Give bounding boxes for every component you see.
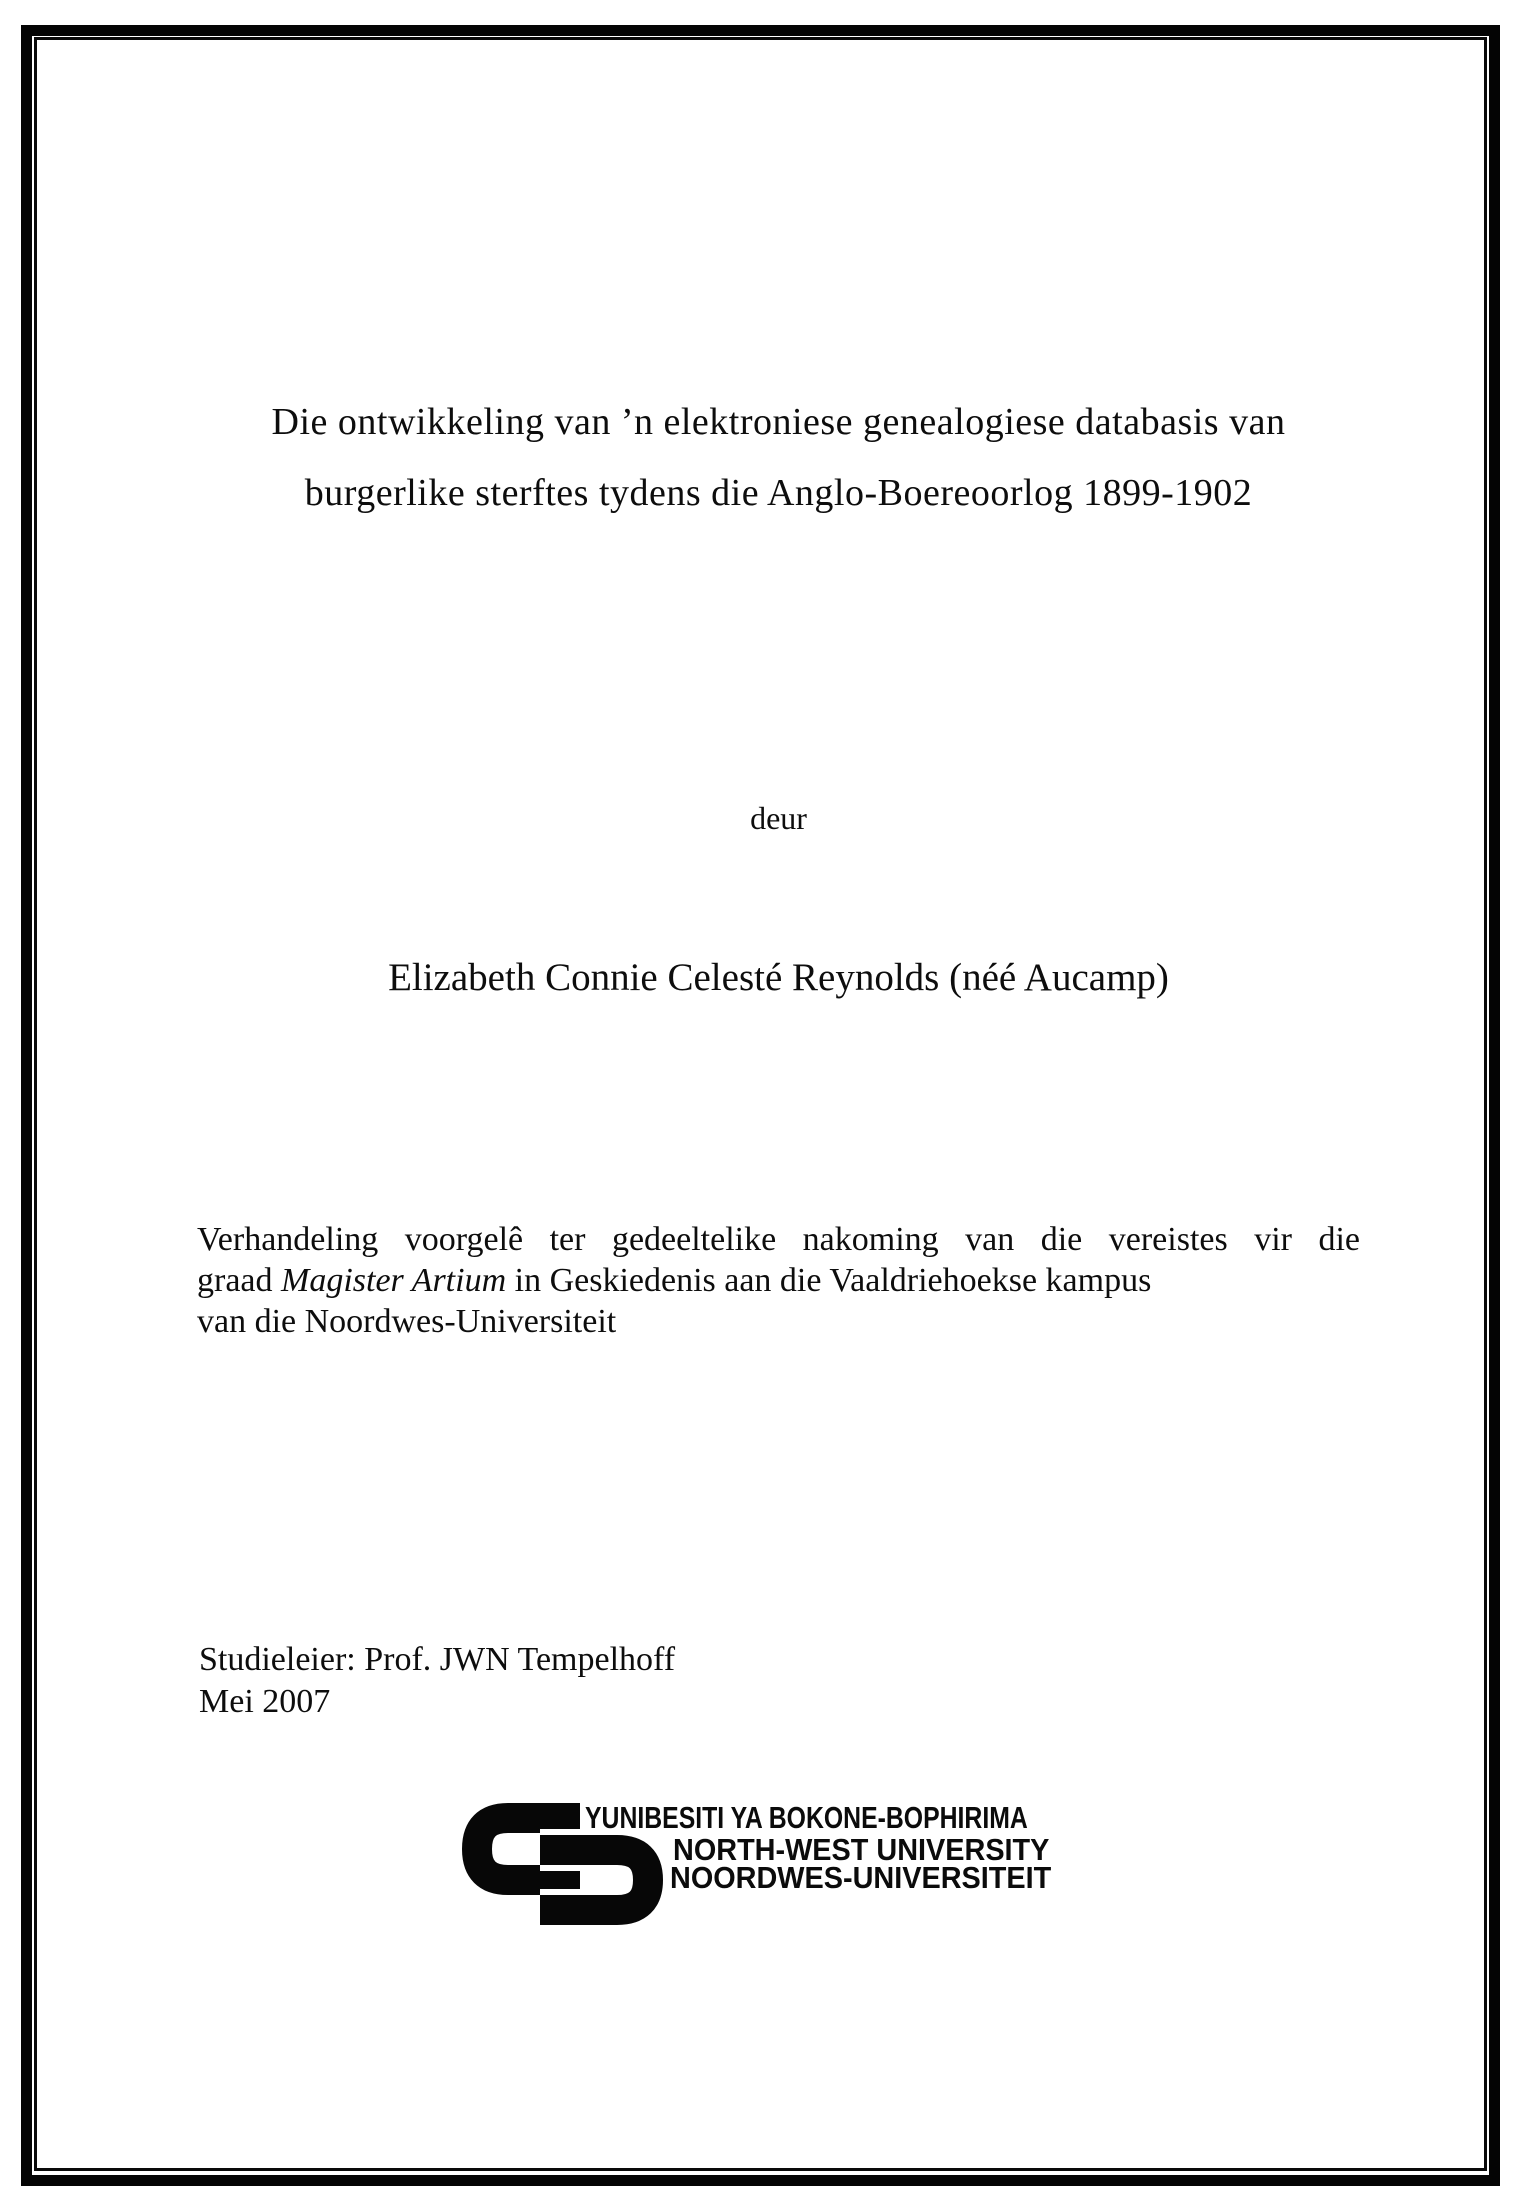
degree-statement-line2	[197, 1260, 1360, 1301]
logo-text-afrikaans: NOORDWES-UNIVERSITEIT	[670, 1860, 1052, 1895]
date-line: Mei 2007	[199, 1683, 331, 1720]
degree-name-italic: Magister Artium	[281, 1262, 507, 1299]
thesis-title	[197, 387, 1360, 529]
thesis-title-line1: Die ontwikkeling van ’n elektroniese genealogiese databasis van	[271, 401, 1286, 443]
degree-statement-line1: Verhandeling voorgelê ter gedeeltelike nakoming van die vereistes vir die	[197, 1221, 1360, 1258]
logo-text-english: NORTH-WEST UNIVERSITY	[673, 1832, 1050, 1867]
degree-statement-line3: van die Noordwes-Universiteit	[197, 1303, 617, 1340]
logo-text-setswana: YUNIBESITI YA BOKONE-BOPHIRIMA	[585, 1800, 1028, 1835]
degree-statement-line2-pre: graad	[197, 1262, 282, 1299]
degree-statement-line2-post: in Geskiedenis aan die Vaaldriehoekse kampus	[506, 1262, 1152, 1299]
supervisor-block	[199, 1639, 675, 1723]
author-name: Elizabeth Connie Celesté Reynolds (néé Aucamp)	[388, 956, 1169, 999]
university-logo	[462, 1800, 1102, 1938]
degree-statement	[197, 1219, 1360, 1342]
supervisor-line: Studieleier: Prof. JWN Tempelhoff	[199, 1641, 676, 1678]
byline-deur: deur	[750, 800, 807, 836]
thesis-title-line2: burgerlike sterftes tydens die Anglo-Boereoorlog 1899-1902	[304, 472, 1253, 514]
